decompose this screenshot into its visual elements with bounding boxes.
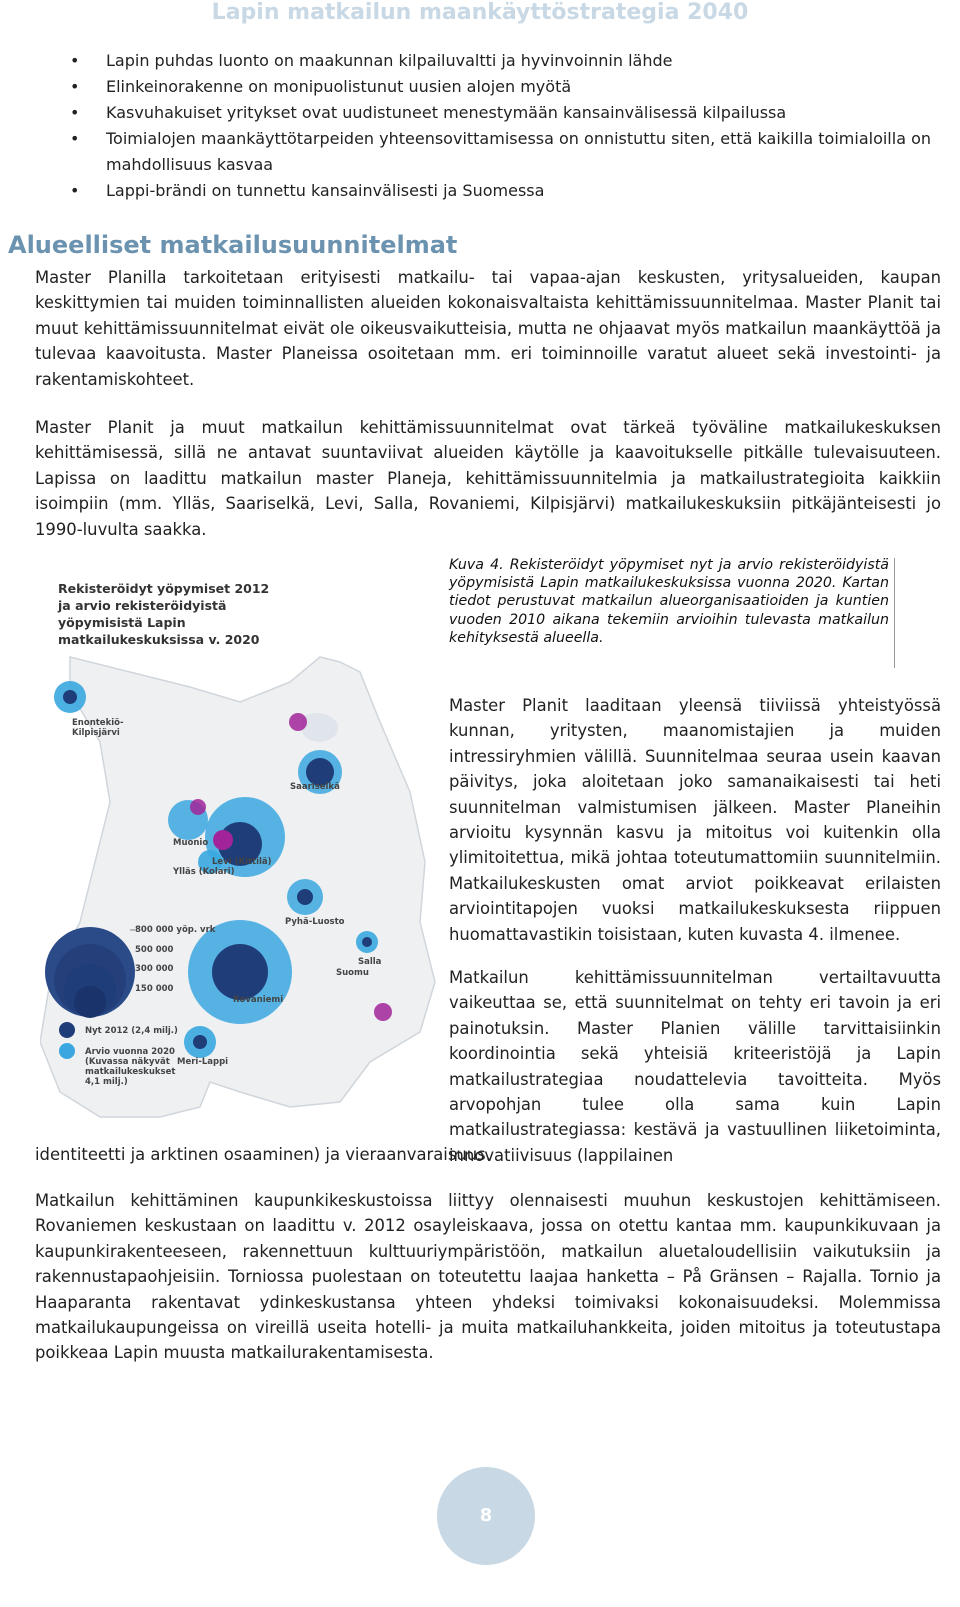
paragraph-comparability: Matkailun kehittämissuunnitelman vertailtavuutta vaikeuttaa se, että suunnitelmat on tehty eri tavoin ja eri painotuksin. Master Planien välille tarvittaisiinkin koordinointia sekä yhteisiä kriteeristöjä ja Lapin matkailustrategiaa noudattelevia tavoitteita. Myös arvopohjan tulee olla sama kuin Lapin matkailustrategiassa: kestävä ja vastuullinen liiketoiminta, innovatiivisuus (lappilainen	[449, 968, 941, 1165]
list-item: • Elinkeinorakenne on monipuolistunut uusien alojen myötä	[70, 74, 950, 100]
list-item: • Lapin puhdas luonto on maakunnan kilpailuvaltti ja hyvinvoinnin lähde	[70, 48, 950, 74]
paragraph-master-plan-importance: Master Planit ja muut matkailun kehittämissuunnitelmat ovat tärkeä työväline matkailukeskuksen kehittämisessä, sillä ne antavat suuntaviivat alueiden käytölle ja kaavoitukselle pitkälle tulevaisuuteen. Lapissa on laadittu matkailun master Planeja, kehittämissuunnitelmia ja matkailustrategioita kaikkiin isoimpiin (mm. Ylläs, Saariselkä, Levi, Salla, Rovaniemi, Kilpisjärvi) matkailukeskuksiin pitkäjänteisesti jo 1990-luvulta saakka.	[35, 418, 941, 539]
scale-label-500k: 500 000	[135, 945, 174, 955]
bubble-salla-now	[362, 937, 372, 947]
caption-divider	[894, 558, 895, 668]
label-enontekio: Enontekiö-	[72, 718, 124, 728]
section-heading: Alueelliset matkailusuunnitelmat	[8, 231, 458, 259]
scale-label-800k: 800 000 yöp. vrk	[135, 925, 216, 935]
scale-label-300k: 300 000	[135, 964, 174, 974]
label-salla: Salla	[358, 957, 382, 967]
label-muonio: Muonio	[173, 838, 209, 848]
legend-label-future-3: matkailukeskukset	[85, 1067, 176, 1077]
page-number: 8	[437, 1467, 535, 1565]
bubble-purple-east	[374, 1003, 392, 1021]
bubble-muonio-purple	[190, 799, 206, 815]
running-header: Lapin matkailun maankäyttöstrategia 2040	[211, 0, 749, 25]
figure-caption: Kuva 4. Rekisteröidyt yöpymiset nyt ja arvio rekisteröidyistä yöpymisistä Lapin matkailukeskuksissa vuonna 2020. Kartan tiedot perustuvat matkailun alueorganisaatioiden ja kuntien vuoden 2010 aikana tekemiin arvioihin tulevasta matkailun kehityksestä alueella.	[449, 557, 889, 646]
label-levi: Levi (Kittilä)	[212, 857, 272, 867]
label-pyha-luosto: Pyhä-Luosto	[285, 917, 345, 927]
scale-label-150k: 150 000	[135, 984, 174, 994]
map-title: Rekisteröidyt yöpymiset 2012 ja arvio rekisteröidyistä yöpymisistä Lapin matkailukeskuksissa v. 2020	[58, 581, 270, 647]
bubble-pyha-now	[297, 889, 313, 905]
list-item: • Toimialojen maankäyttötarpeiden yhteensovittamisessa on onnistuttu siten, että kaikilla toimialoilla on mahdollisuus kasvaa	[70, 126, 950, 178]
legend-label-future-4: 4,1 milj.)	[85, 1077, 128, 1087]
list-item: • Lappi-brändi on tunnettu kansainvälisesti ja Suomessa	[70, 178, 950, 204]
legend-dot-now	[59, 1022, 75, 1038]
label-kilpisjarvi: Kilpisjärvi	[72, 728, 120, 738]
legend-label-future-2: (Kuvassa näkyvät	[85, 1057, 170, 1067]
paragraph-comparability-end: identiteetti ja arktinen osaaminen) ja vieraanvaraisuus.	[35, 1145, 491, 1164]
goals-bullet-list	[70, 48, 950, 204]
label-yllas: Ylläs (Kolari)	[173, 867, 235, 877]
legend-label-now: Nyt 2012 (2,4 milj.)	[85, 1026, 178, 1036]
legend-dot-future	[59, 1043, 75, 1059]
label-saariselka: Saariselkä	[290, 782, 340, 792]
label-meri-lappi: Meri-Lappi	[177, 1057, 229, 1067]
bubble-levi-purple	[213, 830, 233, 850]
paragraph-master-plan-definition: Master Planilla tarkoitetaan erityisesti matkailu- tai vapaa-ajan keskusten, yritysalueiden, kaupan keskittymien tai muiden toiminnallisten alueiden kokonaisvaltaista kehittämissuunnitelmaa. Master Planit tai muut kehittämissuunnitelmat eivät ole oikeusvaikutteisia, mutta ne ohjaavat myös matkailun maankäyttöä ja tulevaa kaavoitusta. Master Planeissa osoitetaan mm. eri toiminnoille varatut alueet sekä investointi- ja rakentamiskohteet.	[35, 268, 941, 389]
list-item: • Kasvuhakuiset yritykset ovat uudistuneet menestymään kansainvälisessä kilpailussa	[70, 100, 950, 126]
scale-circle-150k	[74, 986, 106, 1018]
label-suomu: Suomu	[336, 968, 369, 978]
bubble-meri-lappi-now	[193, 1035, 207, 1049]
label-rovaniemi: Rovaniemi	[233, 995, 284, 1005]
legend-label-future-1: Arvio vuonna 2020	[85, 1047, 175, 1057]
paragraph-master-plan-process: Master Planit laaditaan yleensä tiiviissä yhteistyössä kunnan, yritysten, maanomistajien ja muiden intressiryhmien välillä. Suunnitelmaa seuraa usein kaavan päivitys, joka aloitetaan joko samanaikaisesti tai heti suunnitelman valmistumisen jälkeen. Master Planeihin arvioitu kysynnän kasvu ja mitoitus voi kuitenkin olla ylimitoitettua, mikä johtaa toteutumattomiin suunnitelmiin. Matkailukeskusten omat arviot poikkeavat erilaisten arviointitapojen vuoksi matkailukeskuksesta riippuen huomattavastikin toisistaan, kuten kuvasta 4. ilmenee.	[449, 696, 941, 944]
bubble-rovaniemi-now	[212, 944, 268, 1000]
bubble-enontekio-now	[63, 690, 77, 704]
bubble-purple-north	[289, 713, 307, 731]
paragraph-city-centres: Matkailun kehittäminen kaupunkikeskustoissa liittyy olennaisesti muuhun keskustojen kehittämiseen. Rovaniemen keskustaan on laadittu v. 2012 osayleiskaava, jossa on otettu kantaa mm. kaupunkikuvaan ja kaupunkirakenteeseen, rakennettuun kulttuuriympäristöön, matkailun aluetaloudellisiin vaikutuksiin ja rakennustapaohjeisiin. Torniossa puolestaan on toteutettu laajaa hanketta – På Gränsen – Rajalla. Tornio ja Haaparanta rakentavat ydinkeskustansa yhteen yhdeksi toimivaksi kokonaisuudeksi. Molemmissa matkailukaupungeissa on vireillä useita hotelli- ja muita matkailuhankkeita, joiden mitoitus ja toteutustapa poikkeaa Lapin muusta matkailurakentamisesta.	[35, 1191, 941, 1363]
